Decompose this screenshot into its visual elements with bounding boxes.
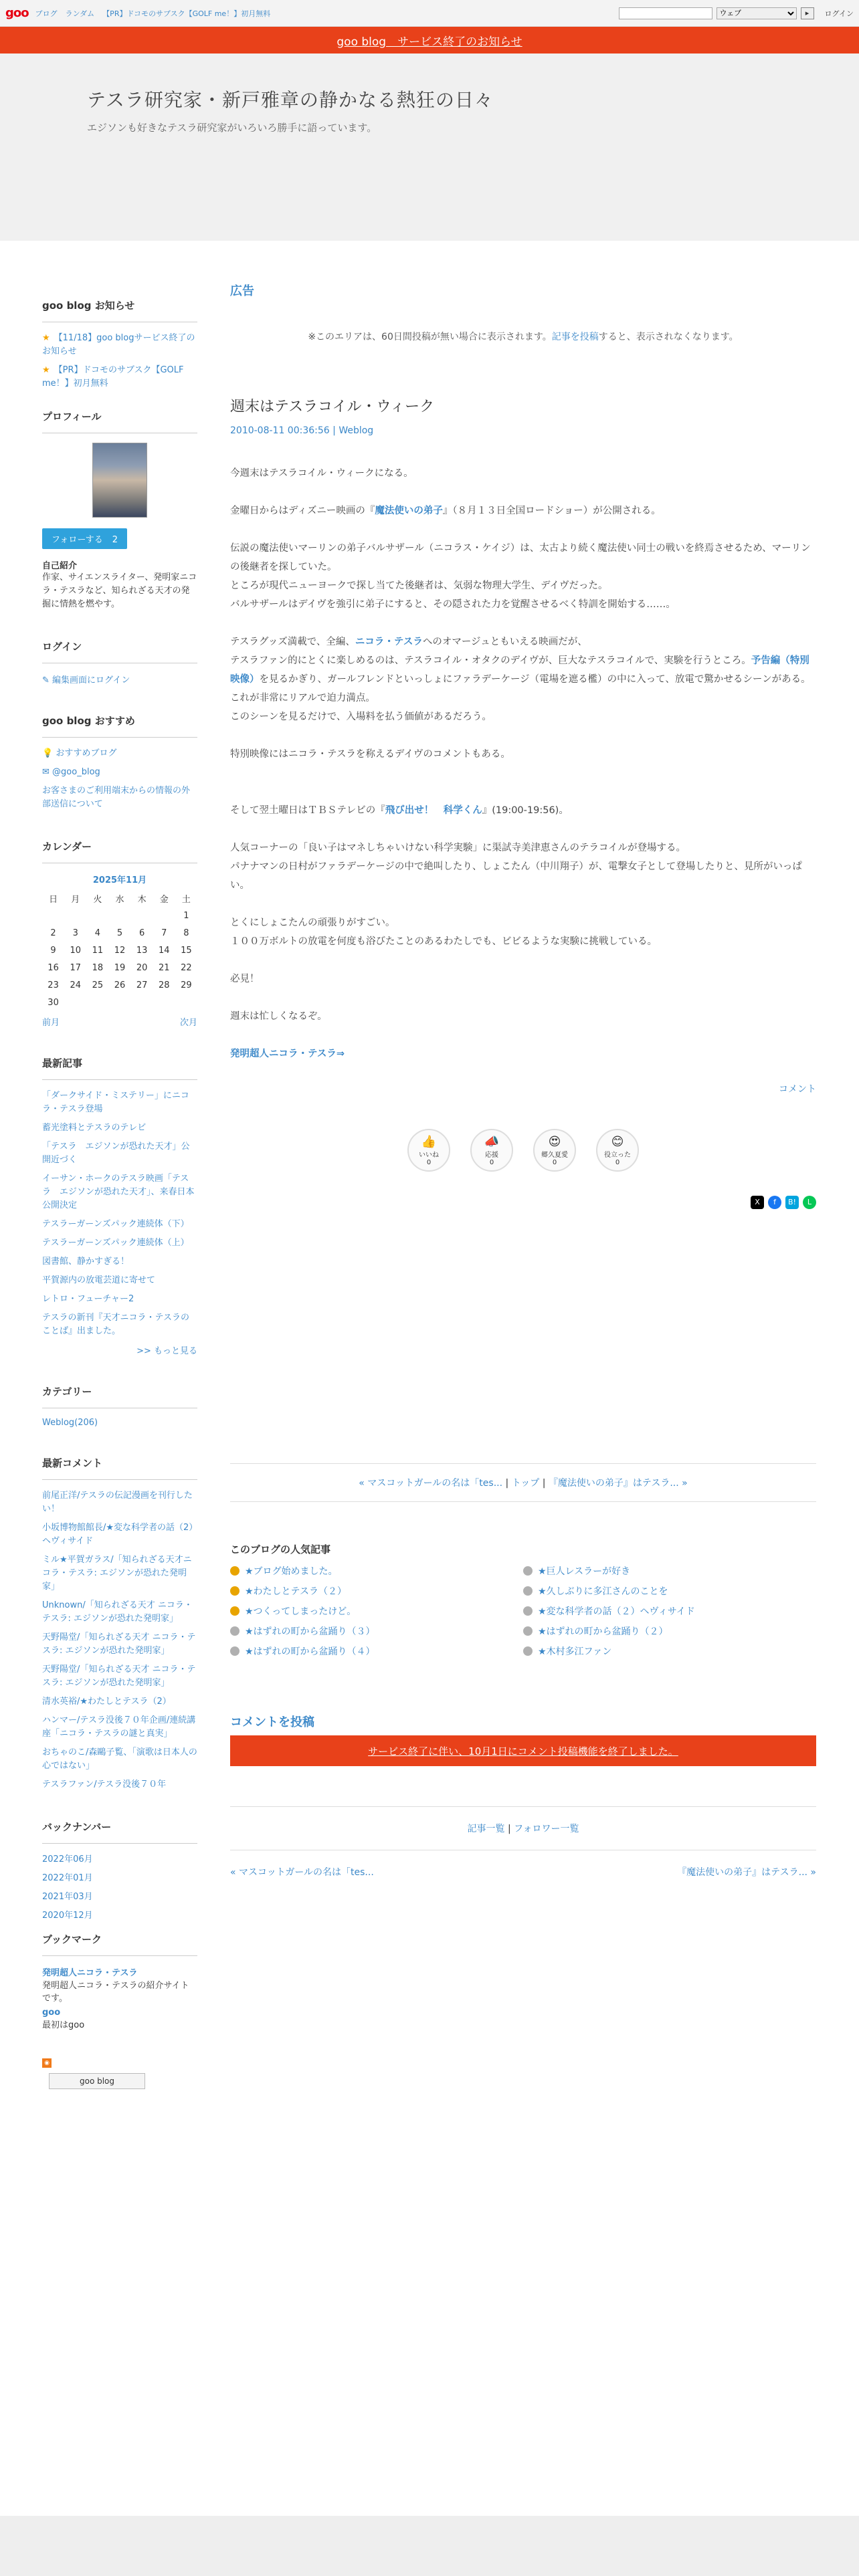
list-item[interactable] [42,1872,197,1885]
list-item[interactable] [42,1140,197,1167]
recent-post-link[interactable]: イーサン・ホークのテスラ映画「テスラ エジソンが恐れた天才」、来春日本公開決定 [42,1174,195,1210]
popular-heading: このブログの人気記事 [230,1543,331,1555]
backnumber-heading: バックナンバー [42,1820,197,1844]
all-posts-link[interactable]: 記事一覧 [467,1824,505,1834]
calendar-day[interactable]: 11 [92,945,104,956]
post-paragraph [230,502,816,520]
post-title[interactable]: 週末はテスラコイル・ウィーク [230,399,435,415]
recent-comment-link[interactable]: ハンマー/テスラ没後７０年企画/連続講座「ニコラ・テスラの謎と真実」 [42,1715,196,1739]
nav-blog[interactable]: ブログ [35,9,58,18]
comments-list [42,1489,197,1792]
blog-description: エジソンも好きなテスラ研究家がいろいろ勝手に語っています。 [87,122,377,134]
medal-icon [523,1646,533,1656]
calendar-day[interactable]: 8 [183,928,189,938]
calendar-day[interactable]: 27 [136,980,148,990]
calendar-week [42,994,197,1011]
recent-comment-link[interactable]: 天野陽堂/「知られざる天才 ニコラ・テスラ: エジソンが恐れた発明家」 [42,1665,196,1688]
ad-note [230,330,816,343]
reaction-cheer[interactable] [470,1129,513,1172]
prev-month-link[interactable]: 前月 [42,1018,60,1028]
calendar-day [108,907,130,924]
list-item[interactable] [42,1521,197,1548]
calendar-day[interactable]: 1 [183,910,189,921]
comment-link[interactable]: コメント [779,1084,816,1095]
post-date: 2010-08-11 00:36:56 [230,425,330,436]
calendar-day[interactable]: 26 [114,980,126,990]
top-toolbar [0,0,859,27]
calendar-day[interactable]: 25 [92,980,104,990]
login-heading: ログイン [42,639,197,663]
recent-comment-link[interactable]: おちゃのこ/森鷗子覧、「演歌は日本人の心ではない」 [42,1747,197,1771]
calendar-day[interactable]: 13 [136,945,148,956]
bulb-icon: 💡 [42,748,54,758]
footer [0,2516,859,2576]
bookmark-link[interactable]: 発明超人ニコラ・テスラ [42,1968,138,1978]
post-paragraph [230,633,816,726]
post-paragraph [230,801,816,820]
next-month-link[interactable]: 次月 [179,1018,197,1028]
calendar-day[interactable]: 7 [161,928,167,938]
list-item[interactable] [42,1255,197,1269]
trailer-link[interactable]: 予告編（特別映像） [230,655,809,685]
list-item[interactable] [42,1218,197,1231]
follow-button[interactable] [42,528,127,549]
medal-icon [523,1606,533,1616]
backnumber-scroll[interactable] [42,1853,197,1921]
next-post-link[interactable]: 『魔法使いの弟子』はテスラ... » [548,1478,688,1489]
reaction-label: 郷久夏愛 [541,1152,568,1159]
calendar-weekday: 木 [137,894,147,905]
calendar-day[interactable]: 12 [114,945,126,956]
list-item[interactable] [42,1489,197,1516]
nav-random[interactable]: ランダム [65,9,95,18]
list-item[interactable] [42,1746,197,1773]
top-nav [35,8,271,19]
reaction-count: 0 [615,1159,620,1166]
popular-item-label: ★巨人レスラーが好き [538,1566,631,1577]
recent-comment-link[interactable]: 前尾正洋/テスラの伝記漫画を刊行したい！ [42,1491,193,1514]
popular-item[interactable] [523,1584,816,1598]
list-item[interactable] [42,1274,197,1287]
post-text: を見るかぎり、ガールフレンドといっしょにファラデーケージ（電場を遮る檻）の中に入って、放電で驚かせるシーンがある。 これが非常にリアルで迫力満点。 このシーンを見るだけで、入場料を払う価値があるだろう。 [230,674,811,722]
calendar-day [64,994,86,1011]
post-text: 金曜日からはディズニー映画の『 [230,506,375,516]
recent-comment-link[interactable]: 清水英裕/★わたしとテスラ（2） [42,1697,171,1707]
megaphone-icon: 📣 [484,1135,500,1149]
twitter-icon: ✉ [42,767,50,777]
post-paragraph: 人気コーナーの「良い子はマネしちゃいけない科学実験」に渠試寺美津恵さんのテラコイルが登場する。 パナナマンの日村がファラデーケージの中で絶叫したり、しょこたん（中川翔子）が、電撃女子として登場したりと、見所がいっぱい。 [230,843,802,891]
reaction-count: 0 [552,1159,557,1166]
popular-item[interactable] [230,1624,523,1638]
popular-item-label: ★つくってしまったけど。 [245,1606,357,1617]
recommend-link[interactable]: @goo_blog [52,767,100,777]
calendar-day[interactable]: 4 [94,928,100,938]
news-heading: goo blog お知らせ [42,298,197,322]
recommend-list [42,747,197,811]
calendar-day[interactable]: 17 [70,962,81,973]
calendar-day[interactable]: 30 [47,997,59,1008]
followers-link[interactable]: フォロワー一覧 [514,1824,579,1834]
recent-post-link[interactable]: 蓄光塗料とテスラのテレビ [42,1123,147,1133]
search-button[interactable]: ▸ [801,7,814,19]
calendar-weekday: 日 [49,894,58,905]
recent-post-link[interactable]: レトロ・フューチャー2 [42,1294,134,1304]
calendar-day[interactable]: 28 [159,980,170,990]
calendar-day[interactable]: 23 [47,980,59,990]
post-text: 』（８月１３日全国ロードショー）が公開される。 [442,506,661,516]
list-item[interactable] [42,1695,197,1709]
popular-list [230,1564,816,1658]
medal-icon [523,1566,533,1576]
more-link[interactable]: >> もっと見る [136,1346,197,1356]
post-text: そして翌土曜日はＴＢＳテレビの『 [230,805,385,816]
backnumber-link[interactable]: 2022年01月 [42,1873,93,1883]
medal-icon [230,1646,240,1656]
popular-item[interactable] [230,1604,523,1618]
popular-item-label: ★変な科学者の話（２）ヘヴィサイド [538,1606,695,1617]
line-icon[interactable]: L [803,1196,816,1209]
calendar-day [86,994,108,1011]
post-pager: « マスコットガールの名は「tes... | トップ | 『魔法使いの弟子』はテスラ... » [230,1463,816,1502]
recent-heading: 最新記事 [42,1056,197,1080]
popular-item[interactable] [523,1624,816,1638]
list-item[interactable] [42,766,197,779]
post-paragraph: 必見！ [230,974,260,984]
popular-item-label: ★木村多江ファン [538,1646,612,1657]
prev-post-link[interactable]: « マスコットガールの名は「tes... [359,1478,503,1489]
post-category-link[interactable]: Weblog [339,425,374,436]
recent-post-link[interactable]: 図書館、静かすぎる！ [42,1257,130,1267]
post-paragraph: とくにしょこたんの頑張りがすごい。 １００万ボルトの放電を何度も浴びたことのあるわたしでも、ビビるような実験に挑戦している。 [230,918,657,947]
calendar-day[interactable]: 3 [72,928,78,938]
list-item[interactable] [42,364,197,391]
calendar-week [42,942,197,959]
medal-icon [230,1566,240,1576]
sidebar [42,241,197,2089]
star-icon: ★ [42,365,50,375]
medal-icon [523,1626,533,1636]
recent-comment-link[interactable]: テスラファン/テスラ没後７０年 [42,1780,167,1790]
reactions [230,1129,816,1172]
popular-item[interactable] [230,1644,523,1658]
intro-heading: 自己紹介 [42,561,78,571]
reaction-useful[interactable] [596,1129,639,1172]
comment-heading: コメントを投稿 [230,1715,314,1729]
bookmark-link[interactable]: goo [42,2008,61,2018]
calendar-day [131,994,153,1011]
list-item[interactable] [42,1311,197,1338]
calendar-day [64,907,86,924]
reaction-count: 0 [489,1159,494,1166]
popular-item[interactable] [230,1564,523,1578]
calendar-weekday: 火 [93,894,102,905]
ad-note-text: すると、表示されなくなります。 [598,332,739,342]
nav-pr[interactable]: 【PR】ドコモのサブスク【GOLF me！】初月無料 [102,9,271,18]
top-link[interactable]: トップ [511,1478,540,1489]
calendar-month[interactable]: 2025年11月 [92,875,147,885]
list-item[interactable] [42,1853,197,1866]
comments-heading: 最新コメント [42,1456,197,1480]
bottom-pager [230,1865,816,1879]
face-icon: 😍 [548,1135,561,1149]
calendar-nav [42,1015,197,1028]
popular-item-label: ★はずれの町から盆踊り（２） [538,1626,668,1637]
reaction-like[interactable] [407,1129,450,1172]
calendar-week [42,959,197,976]
category-heading: カテゴリー [42,1384,197,1408]
post-paragraph: 週末は忙しくなるぞ。 [230,1011,327,1022]
backnumber-link[interactable]: 2022年06月 [42,1854,93,1864]
list-item[interactable] [42,1293,197,1306]
follow-label: フォローする [52,535,103,545]
category-link[interactable]: Weblog(206) [42,1418,98,1428]
list-item[interactable] [42,1237,197,1250]
popular-item[interactable] [523,1604,816,1618]
calendar-weekday: 月 [71,894,80,905]
calendar-day [86,907,108,924]
popular-item[interactable] [523,1644,816,1658]
recent-comment-link[interactable]: 天野陽堂/「知られざる天才 ニコラ・テスラ: エジソンが恐れた発明家」 [42,1632,196,1656]
facebook-icon[interactable]: f [768,1196,781,1209]
list-item[interactable] [42,1778,197,1792]
calendar-day[interactable]: 22 [181,962,192,973]
calendar-day[interactable]: 16 [47,962,59,973]
tesla-site-link[interactable]: 発明超人ニコラ・テスラ⇒ [230,1049,345,1059]
list-item[interactable] [42,784,197,811]
recent-post-link[interactable]: 「ダークサイド・ミステリー」にニコラ・テスラ登場 [42,1091,189,1114]
popular-item-label: ★わたしとテスラ（２） [245,1586,347,1597]
calendar-day [131,907,153,924]
star-icon: ★ [42,333,50,343]
tv-show-link[interactable]: 飛び出せ！ 科学くん [385,805,482,816]
calendar-heading: カレンダー [42,839,197,863]
bookmark-desc: 発明超人ニコラ・テスラの紹介サイトです。 [42,1981,189,2004]
main-content [230,241,816,1879]
reaction-label: 役立った [604,1152,631,1159]
medal-icon [523,1586,533,1596]
recent-post-link[interactable]: 「テスラ エジソンが恐れた天才」公開近づく [42,1142,190,1165]
list-item[interactable] [42,1089,197,1116]
blog-title[interactable]: テスラ研究家・新戸雅章の静かなる熱狂の日々 [87,89,494,111]
post-paragraph: 伝説の魔法使いマーリンの弟子バルサザール（ニコラス・ケイジ）は、太古より続く魔法使い同士の戦いを終焉させるため、マーリンの後継者を探していた。 ところが現代ニューヨークで探し当てた後継者は、気弱な物理大学生、デイヴだった。 バルサザールはデイヴを強引に弟子にすると、その隠された力を覚醒させるべく特訓を開始する……。 [230,543,811,610]
post-paragraph: 今週末はテスラコイル・ウィークになる。 [230,468,413,479]
popular-item-label: ★久しぶりに多江さんのことを [538,1586,668,1597]
calendar-week [42,907,197,924]
popular-item[interactable] [523,1564,816,1578]
edit-login-label: 編集画面にログイン [52,675,130,685]
calendar-day[interactable]: 15 [181,945,192,956]
calendar-week [42,924,197,942]
thumb-icon: 👍 [421,1135,437,1149]
calendar-day[interactable]: 9 [50,945,56,956]
post-text: テスラグッズ満載で、全編、 [230,637,355,647]
calendar-weekday: 土 [181,894,191,905]
recent-post-link[interactable]: テスラーガーンズパック連続体（上） [42,1238,189,1248]
post-text: 』(19:00-19:56)。 [482,805,569,816]
backnumber-link[interactable]: 2020年12月 [42,1911,93,1921]
medal-icon [230,1606,240,1616]
backnumber-list [42,1853,197,1923]
movie-link[interactable]: 魔法使いの弟子 [375,506,443,516]
popular-item[interactable] [230,1584,523,1598]
calendar-day [153,907,175,924]
goo-blog-badge[interactable]: goo blog [49,2073,145,2089]
list-item[interactable] [42,1631,197,1658]
login-link[interactable]: ログイン [824,9,854,18]
blog-header [0,53,859,241]
profile-heading: プロフィール [42,409,197,433]
calendar-day [108,994,130,1011]
search-input[interactable] [619,7,712,19]
list-item[interactable] [42,1891,197,1904]
reaction-label: 応援 [485,1152,498,1159]
post-article-link[interactable]: 記事を投稿 [551,332,599,342]
medal-icon [230,1626,240,1636]
post-paragraph: 特別映像にはニコラ・テスラを称えるデイヴのコメントもある。 [230,749,510,760]
calendar-day [42,907,64,924]
avatar[interactable] [92,443,147,518]
medal-icon [230,1586,240,1596]
calendar-day[interactable]: 21 [159,962,170,973]
share-buttons [230,1196,816,1209]
news-link[interactable]: 【PR】ドコモのサブスク【GOLF me！】初月無料 [42,365,184,389]
news-list [42,332,197,391]
intro-text: 作家、サイエンスライター、発明家ニコラ・テスラなど、知られざる天才の発掘に情熱を燃やす。 [42,572,197,609]
recommend-link[interactable]: おすすめブログ [56,748,117,758]
calendar-day[interactable]: 24 [70,980,81,990]
calendar-day[interactable]: 14 [159,945,170,956]
calendar-week [42,976,197,994]
bottom-next-link[interactable]: 『魔法使いの弟子』はテスラ... » [677,1867,816,1878]
post-body [230,464,816,1063]
more-link-wrap [42,1344,197,1356]
goo-logo[interactable]: goo [5,6,29,20]
recent-post-link[interactable]: 平賀源内の放電芸道に寄せて [42,1275,156,1285]
popular-item-label: ★ブログ始めました。 [245,1566,338,1577]
recent-post-link[interactable]: テスラの新刊『天才ニコラ・テスラのことば』出ました。 [42,1313,189,1336]
calendar-day[interactable]: 5 [116,928,123,938]
calendar-day[interactable]: 6 [138,928,145,938]
popular-item-label: ★はずれの町から盆踊り（４） [245,1646,375,1657]
bottom-prev-link[interactable]: « マスコットガールの名は「tes... [230,1867,374,1878]
smile-icon: 😊 [611,1135,624,1149]
bookmark-desc: 最初はgoo [42,2020,85,2030]
tesla-link[interactable]: ニコラ・テスラ [355,637,423,647]
recommend-heading: goo blog おすすめ [42,714,197,738]
list-item[interactable] [42,747,197,760]
calendar-table [42,889,197,1011]
calendar-day [153,994,175,1011]
reaction-third[interactable] [533,1129,576,1172]
rss-icon[interactable]: ◉ [42,2058,52,2068]
recent-post-link[interactable]: テスラーガーンズパック連続体（下） [42,1219,189,1229]
recent-comment-link[interactable]: ミル★平賀ガラス/「知られざる天才ニコラ・テスラ: エジソンが恐れた発明家」 [42,1555,192,1592]
hatena-icon[interactable]: B! [785,1196,799,1209]
list-item[interactable] [42,332,197,358]
post-meta: 2010-08-11 00:36:56 | Weblog [230,425,374,436]
calendar-day[interactable]: 20 [136,962,148,973]
recommend-link[interactable]: お客さまのご利用端末からの情報の外部送信について [42,786,191,809]
list-item[interactable] [42,1121,197,1135]
service-end-notice-link[interactable]: goo blog サービス終了のお知らせ [337,35,522,49]
list-item[interactable] [42,1599,197,1626]
recent-list [42,1089,197,1338]
calendar-day[interactable]: 2 [50,928,56,938]
ad-note-text: ※このエリアは、60日間投稿が無い場合に表示されます。 [308,332,552,342]
edit-login-link[interactable]: ✎ 編集画面にログイン [42,675,130,685]
calendar-day[interactable]: 10 [70,945,81,956]
backnumber-link[interactable]: 2021年03月 [42,1892,93,1902]
list-links: 記事一覧 | フォロワー一覧 [230,1806,816,1850]
recent-comment-link[interactable]: Unknown/「知られざる天才 ニコラ・テスラ: エジソンが恐れた発明家」 [42,1600,193,1624]
news-link[interactable]: 【11/18】goo blogサービス終了のお知らせ [42,333,195,356]
bookmark-heading: ブックマーク [42,1932,197,1956]
reaction-label: いいね [419,1152,439,1159]
top-search [619,7,854,19]
search-scope-select[interactable] [717,7,797,19]
recent-comment-link[interactable]: 小坂博物館館長/★変な科学者の話（2）ヘヴィサイド [42,1523,193,1546]
bookmark-list [42,1965,197,2030]
reaction-count: 0 [426,1159,432,1166]
calendar-day [175,994,197,1011]
list-item[interactable] [42,1909,197,1923]
list-item[interactable] [42,1172,197,1212]
list-item[interactable] [42,1553,197,1594]
post-text: へのオマージュともいえる映画だが、 テスラファン的にとくに楽しめるのは、テスラコイル・オタクのデイヴが、巨大なテスラコイルで、実験を行うところ。 [230,637,751,666]
follow-count: 2 [112,535,118,545]
calendar-day[interactable]: 18 [92,962,104,973]
popular-item-label: ★はずれの町から盆踊り（３） [245,1626,375,1637]
ad-heading: 広告 [230,284,254,298]
calendar-weekday: 金 [159,894,169,905]
comment-closed-bar [230,1735,816,1766]
service-end-notice-bar [0,27,859,53]
list-item[interactable] [42,1663,197,1690]
x-icon[interactable]: X [751,1196,764,1209]
comment-closed-link[interactable]: サービス終了に伴い、10月1日にコメント投稿機能を終了しました。 [368,1745,678,1757]
calendar-weekday: 水 [115,894,124,905]
calendar-day[interactable]: 19 [114,962,126,973]
calendar-day[interactable]: 29 [181,980,192,990]
list-item[interactable] [42,1714,197,1741]
